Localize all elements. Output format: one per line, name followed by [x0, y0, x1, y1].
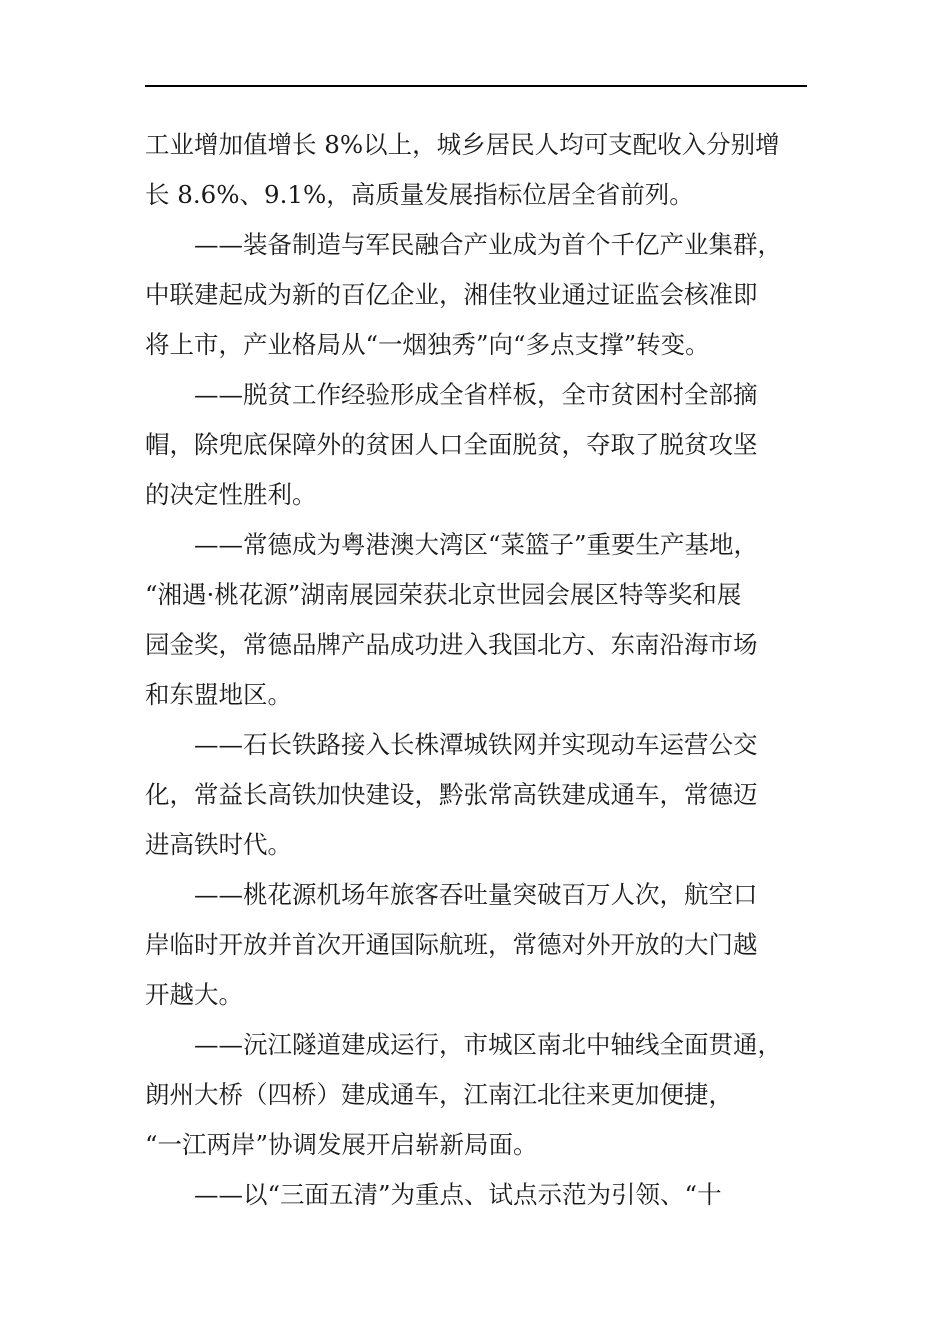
paragraph-line: ——脱贫工作经验形成全省样板，全市贫困村全部摘: [194, 380, 758, 409]
paragraph-line: 长 8.6%、9.1%，高质量发展指标位居全省前列。: [145, 180, 694, 209]
paragraph-line: 帽，除兜底保障外的贫困人口全面脱贫，夺取了脱贫攻坚: [145, 430, 758, 459]
paragraph-line: 化，常益长高铁加快建设，黔张常高铁建成通车，常德迈: [145, 780, 758, 809]
paragraph-line: ——装备制造与军民融合产业成为首个千亿产业集群，: [194, 230, 782, 259]
paragraph-line: “湘遇·桃花源”湖南展园荣获北京世园会展区特等奖和展: [145, 580, 742, 609]
paragraph-line: 工业增加值增长 8%以上，城乡居民人均可支配收入分别增: [145, 130, 780, 159]
paragraph-line: 进高铁时代。: [145, 830, 292, 859]
paragraph-line: ——沅江隧道建成运行，市城区南北中轴线全面贯通，: [194, 1030, 782, 1059]
header-rule: [145, 85, 807, 87]
paragraph-line: ——石长铁路接入长株潭城铁网并实现动车运营公交: [194, 730, 758, 759]
paragraph-line: ——以“三面五清”为重点、试点示范为引领、“十: [194, 1180, 722, 1209]
paragraph-line: “一江两岸”协调发展开启崭新局面。: [145, 1130, 538, 1159]
paragraph-line: ——常德成为粤港澳大湾区“菜篮子”重要生产基地，: [194, 530, 759, 559]
paragraph-line: ——桃花源机场年旅客吞吐量突破百万人次，航空口: [194, 880, 758, 909]
paragraph-line: 的决定性胜利。: [145, 480, 317, 509]
paragraph-line: 朗州大桥（四桥）建成通车，江南江北往来更加便捷，: [145, 1080, 733, 1109]
paragraph-line: 岸临时开放并首次开通国际航班，常德对外开放的大门越: [145, 930, 758, 959]
paragraph-line: 中联建起成为新的百亿企业，湘佳牧业通过证监会核准即: [145, 280, 758, 309]
paragraph-line: 园金奖，常德品牌产品成功进入我国北方、东南沿海市场: [145, 630, 758, 659]
paragraph-line: 将上市，产业格局从“一烟独秀”向“多点支撑”转变。: [145, 330, 710, 359]
paragraph-line: 和东盟地区。: [145, 680, 292, 709]
paragraph-line: 开越大。: [145, 980, 243, 1009]
